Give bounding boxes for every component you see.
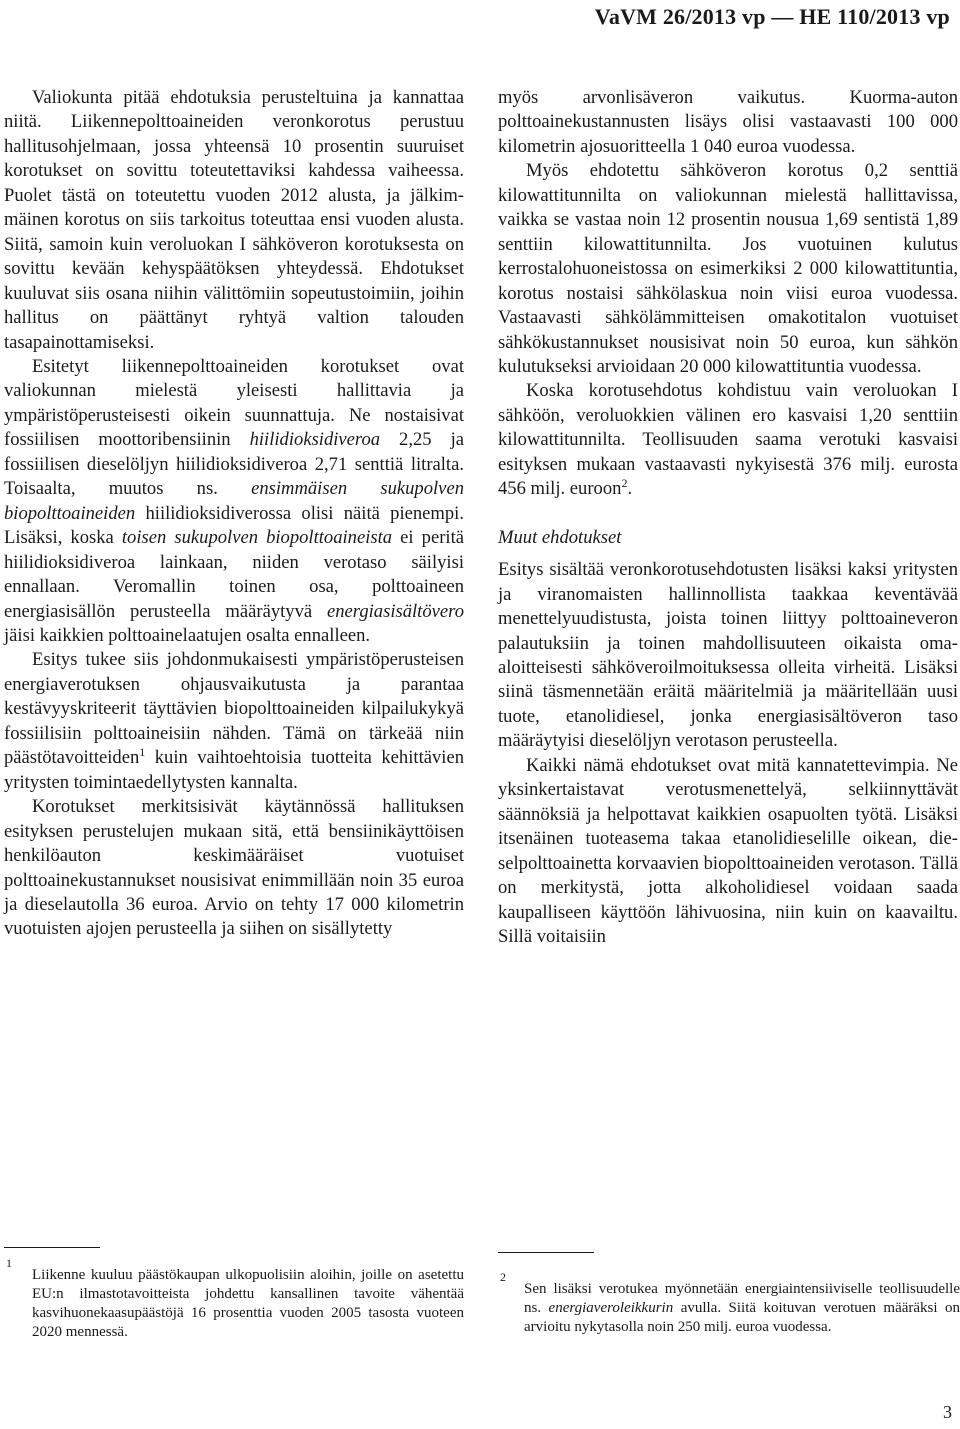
paragraph: Esitys sisältää veronkorotusehdotusten lisäksi kaksi yritysten ja viranomaisten hallinnollista taakkaa keventävää menettelyuudistusta, joista toinen liittyy polttoaineveron palautuksiin ja toinen mahdollisuuteen oikaista oma-aloitteisesti sähköveroilmoituksessa olleita virheitä. Lisäksi siinä täsmennetään eräitä määritelmiä ja määritellään uusi tuote, etanolidiesel, jonka energiasisältöveron taso määräytyisi dieselöljyn verotason perusteella. [498, 559, 958, 752]
paragraph: Esitetyt liikennepolttoaineiden korotukset ovat valiokunnan mielestä yleisesti hallittavia ja ympäristöperusteisesti oikein suunnattuja. Ne nostaisivat fossiilisen moottoribensiinin hiilidioksidiveroa 2,25 ja fossiilisen dieselöljyn hiilidioksidiveroa 2,71 senttiä litralta. Toisaalta, muutos ns. ensimmäisen sukupolven biopolttoaineiden hiilidioksidiverossa olisi näitä pienempi. Lisäksi, koska toisen sukupolven biopolttoaineista ei peritä hiilidioksidiveroa lainkaan, niiden verotaso säilyisi ennallaan. Veromallin toinen osa, polttoaineen energiasisällön perusteella määräytyvä energiasisältövero jäisi kaikkien polttoainelaatujen osalta ennalleen. [4, 355, 464, 646]
paragraph: Myös ehdotettu sähköveron korotus 0,2 senttiä kilowattitunnilta on valiokunnan mielestä hallittavissa, vaikka se vastaa noin 12 prosentin nousua 1,69 sentistä 1,89 senttiin kilowattitunnilta. Jos vuotuinen kulutus kerrostalohuoneistossa on esimerkiksi 2 000 kilowattituntia, korotus nostaisi sähkölaskua noin viisi euroa vuodessa. Vastaavasti sähkölämmitteisen omakotitalon vuotuiset sähkökustannukset nousisivat noin 50 euroa, kun sähkön kulutukseksi arvioidaan 20 000 kilowattituntia vuodessa. [498, 160, 958, 377]
paragraph: Esitys tukee siis johdonmukaisesti ympäristöperusteisen energiaverotuksen ohjausvaikutusta ja parantaa kestävyyskriteerit täyttävien biopolttoaineiden kilpailukykyä fossiilisiin polttoaineisiin nähden. Tämä on tärkeää niin päästötavoitteiden$^1$ kuin vaihtoehtoisia tuotteita kehittävien yritysten toimintaedellytysten kannalta. [4, 649, 464, 793]
page-number: 3 [943, 1402, 952, 1422]
footnote-ref[interactable]: 1 [139, 745, 146, 760]
footnote-number: 1 [6, 1256, 12, 1270]
footnote-number: 2 [500, 1270, 506, 1284]
paragraph: Koska korotusehdotus kohdistuu vain veroluokan I sähköön, veroluokkien välinen ero kasvaisi 1,20 senttiin kilowattitunnilta. Teollisuuden saama verotuki kasvaisi esityksen mukaan vastaavasti nykyisestä 376 milj. eurosta 456 milj. euroon$^2$. [498, 380, 958, 500]
footnote-text: Liikenne kuuluu päästökaupan ulkopuolisiin aloihin, joille on asetettu EU:n ilmastotavoitteista johdettu kansallinen tavoite vähentää kasvihuonekaasupäästöjä 16 prosenttia vuoden 2005 tasosta vuoteen 2020 mennessä. [32, 1267, 464, 1340]
paragraph: Kaikki nämä ehdotukset ovat mitä kannatettevimpia. Ne yksinkertaistavat verotusmenettelyä, selkiinnyttävät säännöksiä ja helpottavat kaikkien osapuolten työtä. Lisäksi itsenäinen tuoteasema takaa etanolidieselille oikean, dieselpolttoainetta korvaavien biopolttoaineiden verotason. Tällä on merkitystä, jotta alkoholidiesel voidaan saada kaupalliseen käyttöön lähivuosina, niin kuin on kaavailtu. Sillä voitaisiin [498, 754, 958, 947]
footnote-ref[interactable]: 2 [621, 476, 628, 491]
footnote-divider [4, 1247, 100, 1248]
footnote-divider [498, 1252, 594, 1253]
paragraph: myös arvonlisäveron vaikutus. Kuorma-auton polttoainekustannusten lisäys olisi vastaavasti 100 000 kilometrin ajosuoritteella 1 040 euroa vuodessa. [498, 87, 958, 157]
footnote-text: Sen lisäksi verotukea myönnetään energiaintensiiviselle teollisuudelle ns. energiaveroleikkurin avulla. Siitä koituvan verotuen määräksi on arvioitu nykytasolla noin 250 milj. euroa vuodessa. [524, 1281, 960, 1335]
left-column [4, 86, 464, 942]
right-column [498, 86, 958, 949]
paragraph: Valiokunta pitää ehdotuksia perusteltuina ja kannattaa niitä. Liikennepolttoaineiden veronkorotus perustuu hallitusohjelmaan, jossa yhteensä 10 prosentin suuruiset korotukset on sovittu toteutettaviksi kahdessa vaiheessa. Puolet tästä on toteutettu vuoden 2012 alusta, ja jälkimmäinen korotus on siis tarkoitus toteuttaa ensi vuoden alusta. Siitä, samoin kuin veroluokan I sähköveron korotuksesta on sovittu kevään kehyspäätöksen yhteydessä. Ehdotukset kuuluvat siis osana niihin välittömiin sopeutustoimiin, joihin hallitus on päättänyt ryhtyä valtion talouden tasapainottamiseksi. [4, 87, 464, 353]
section-heading: Muut ehdotukset [498, 526, 622, 548]
document-header: VaVM 26/2013 vp — HE 110/2013 vp [594, 4, 950, 29]
paragraph: Korotukset merkitsisivät käytännössä hallituksen esityksen perustelujen mukaan sitä, että bensiinikäyttöisen henkilöauton keskimääräiset vuotuiset polttoainekustannukset nousisivat enimmillään noin 35 euroa ja dieselautolla 36 euroa. Arvio on tehty 17 000 kilometrin vuotuisten ajojen perusteella ja siihen on sisällytetty [4, 796, 464, 940]
